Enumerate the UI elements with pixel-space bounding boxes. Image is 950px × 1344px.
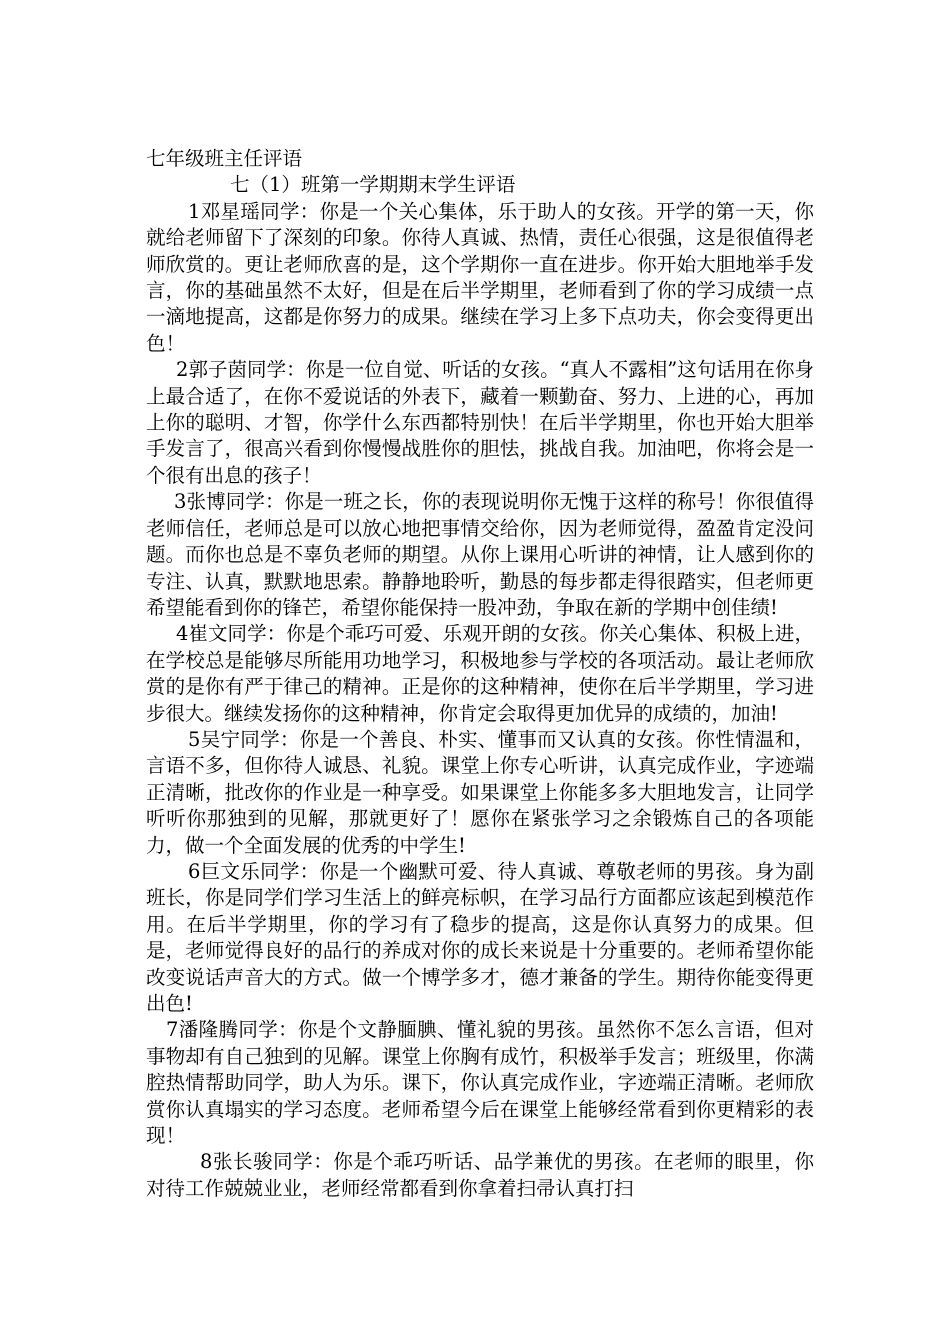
student-comment-5: 5吴宁同学：你是一个善良、朴实、懂事而又认真的女孩。你性情温和，言语不多，但你待人诚恳、礼貌。课堂上你专心听讲，认真完成作业，字迹端正清晰，批改你的作业是一种享受。如果课堂上你能多多大胆地发言，让同学听听你那独到的见解，那就更好了！愿你在紧张学习之余锻炼自己的各项能力，做一个全面发展的优秀的中学生! xyxy=(146,727,814,857)
student-comment-2: 2郭子茵同学：你是一位自觉、听话的女孩。“真人不露相”这句话用在你身上最合适了，在你不爱说话的外表下，藏着一颗勤奋、努力、上进的心，再加上你的聪明、才智，你学什么东西都特别快！在后半学期里，你也开始大胆举手发言了，很高兴看到你慢慢战胜你的胆怯，挑战自我。加油吧，你将会是一个很有出息的孩子！ xyxy=(146,358,814,487)
document-title: 七年级班主任评语 xyxy=(146,147,303,170)
student-comment-1: 1邓星瑶同学：你是一个关心集体，乐于助人的女孩。开学的第一天，你就给老师留下了深刻的印象。你待人真诚、热情，责任心很强，这是很值得老师欣赏的。更让老师欣喜的是，这个学期你一直在进步。你开始大胆地举手发言，你的基础虽然不太好，但是在后半学期里，老师看到了你的学习成绩一点一滴地提高，这都是你努力的成果。继续在学习上多下点功夫，你会变得更出色！ xyxy=(146,199,814,355)
student-comment-8: 8张长骏同学：你是个乖巧听话、品学兼优的男孩。在老师的眼里，你对待工作兢兢业业，老师经常都看到你拿着扫帚认真打扫 xyxy=(146,1150,814,1200)
document-subtitle: 七（1）班第一学期期末学生评语 xyxy=(230,173,516,197)
student-comment-3: 3张博同学：你是一班之长，你的表现说明你无愧于这样的称号！你很值得老师信任，老师总是可以放心地把事情交给你，因为老师觉得，盈盈肯定没问题。而你也总是不辜负老师的期望。从你上课用心听讲的神情，让人感到你的专注、认真，默默地思索。静静地聆听，勤恳的每步都走得很踏实，但老师更希望能看到你的锋芒，希望你能保持一股冲劲，争取在新的学期中创佳绩! xyxy=(146,490,814,619)
student-comment-4: 4崔文同学：你是个乖巧可爱、乐观开朗的女孩。你关心集体、积极上进，在学校总是能够尽所能用功地学习，积极地参与学校的各项活动。最让老师欣赏的是你有严于律己的精神。正是你的这种精神，使你在后半学期里，学习进步很大。继续发扬你的这种精神，你肯定会取得更加优异的成绩的，加油! xyxy=(146,622,814,725)
student-comment-6: 6巨文乐同学：你是一个幽默可爱、待人真诚、尊敬老师的男孩。身为副班长，你是同学们学习生活上的鲜亮标帜，在学习品行方面都应该起到模范作用。在后半学期里，你的学习有了稳步的提高，这是你认真努力的成果。但是，老师觉得良好的品行的养成对你的成长来说是十分重要的。老师希望你能改变说话声音大的方式。做一个博学多才，德才兼备的学生。期待你能变得更出色! xyxy=(146,859,814,1015)
student-comment-7: 7潘隆腾同学：你是个文静腼腆、懂礼貌的男孩。虽然你不怎么言语，但对事物却有自己独到的见解。课堂上你胸有成竹，积极举手发言；班级里，你满腔热情帮助同学，助人为乐。课下，你认真完成作业，字迹端正清晰。老师欣赏你认真塌实的学习态度。老师希望今后在课堂上能够经常看到你更精彩的表现！ xyxy=(146,1018,814,1148)
document-page xyxy=(146,146,814,1202)
